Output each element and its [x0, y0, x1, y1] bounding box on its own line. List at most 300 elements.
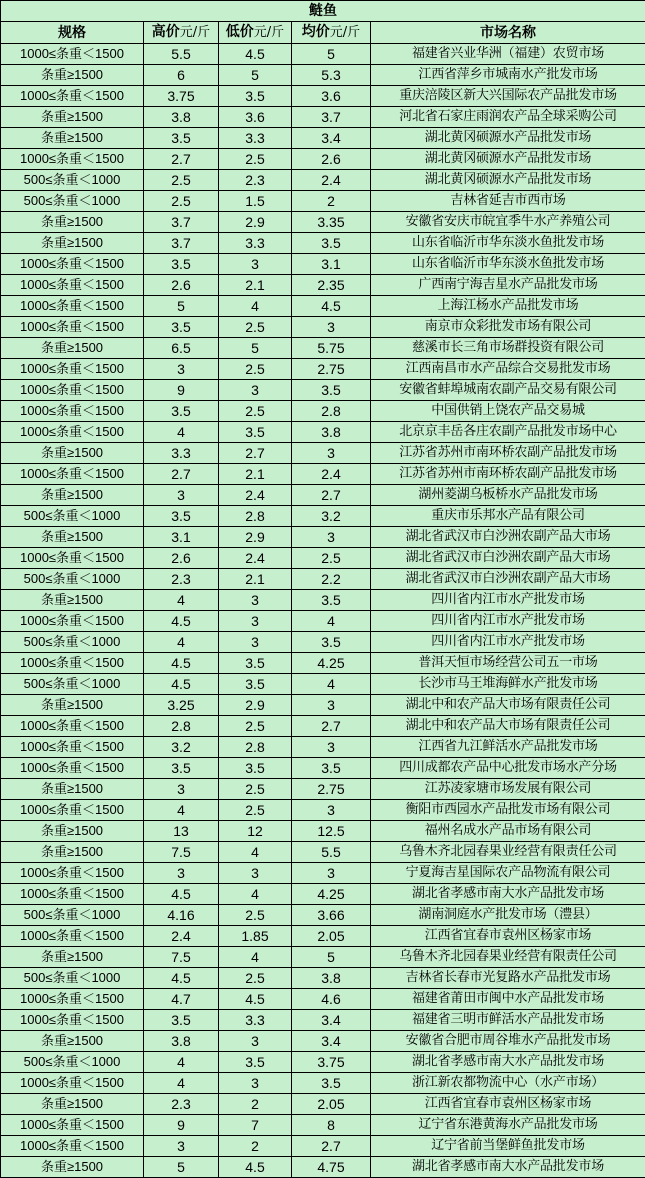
market-name-cell: 四川省内江市水产批发市场: [371, 632, 645, 653]
high-price-cell: 3.7: [144, 212, 219, 233]
avg-price-cell: 5: [292, 947, 371, 968]
high-price-cell: 4.5: [144, 611, 219, 632]
header-high: [144, 22, 219, 44]
high-price-cell: 4.5: [144, 884, 219, 905]
low-price-cell: 4.5: [219, 989, 292, 1010]
spec-cell: 1000≤条重＜1500: [1, 422, 144, 443]
spec-cell: 条重≥1500: [1, 128, 144, 149]
market-name-cell: 河北省石家庄雨润农产品全球采购公司: [371, 107, 645, 128]
table-row: [1, 401, 645, 422]
table-row: [1, 317, 645, 338]
market-name-cell: 衡阳市西园水产品批发市场有限公司: [371, 800, 645, 821]
market-name-cell: 湖北中和农产品大市场有限责任公司: [371, 695, 645, 716]
avg-price-cell: 2.75: [292, 779, 371, 800]
low-price-cell: 2.5: [219, 317, 292, 338]
high-price-cell: 3.5: [144, 401, 219, 422]
table-row: [1, 842, 645, 863]
spec-cell: 条重≥1500: [1, 947, 144, 968]
high-price-cell: 4.16: [144, 905, 219, 926]
market-name-cell: 福州名成水产品市场有限公司: [371, 821, 645, 842]
low-price-cell: 2.9: [219, 695, 292, 716]
high-price-cell: 9: [144, 380, 219, 401]
avg-price-cell: 3: [292, 737, 371, 758]
market-name-cell: 江苏省苏州市南环桥农副产品批发市场: [371, 443, 645, 464]
high-price-cell: 2.3: [144, 569, 219, 590]
high-price-cell: 3.5: [144, 128, 219, 149]
market-name-cell: 安徽省安庆市皖宜季牛水产养殖公司: [371, 212, 645, 233]
table-row: [1, 569, 645, 590]
avg-price-cell: 3.66: [292, 905, 371, 926]
high-price-cell: 3: [144, 779, 219, 800]
spec-cell: 条重≥1500: [1, 233, 144, 254]
market-name-cell: 北京京丰岳各庄农副产品批发市场中心: [371, 422, 645, 443]
low-price-cell: 2.5: [219, 905, 292, 926]
avg-price-cell: 2.8: [292, 401, 371, 422]
high-price-cell: 3.5: [144, 506, 219, 527]
high-price-cell: 3.8: [144, 107, 219, 128]
low-price-cell: 3.6: [219, 107, 292, 128]
table-row: [1, 338, 645, 359]
table-row: [1, 1157, 645, 1178]
avg-price-cell: 2.35: [292, 275, 371, 296]
low-price-cell: 2.5: [219, 149, 292, 170]
avg-price-cell: 2.4: [292, 170, 371, 191]
spec-cell: 1000≤条重＜1500: [1, 86, 144, 107]
avg-price-cell: 2.7: [292, 1136, 371, 1157]
avg-price-cell: 5.75: [292, 338, 371, 359]
avg-price-cell: 3.5: [292, 233, 371, 254]
low-price-cell: 2.4: [219, 485, 292, 506]
high-price-cell: 3.7: [144, 233, 219, 254]
market-name-cell: 吉林省延吉市西市场: [371, 191, 645, 212]
table-row: [1, 611, 645, 632]
table-row: [1, 212, 645, 233]
avg-price-cell: 8: [292, 1115, 371, 1136]
spec-cell: 条重≥1500: [1, 485, 144, 506]
spec-cell: 1000≤条重＜1500: [1, 989, 144, 1010]
high-price-cell: 3.2: [144, 737, 219, 758]
spec-cell: 条重≥1500: [1, 1157, 144, 1178]
high-price-cell: 7.5: [144, 842, 219, 863]
avg-price-cell: 3.4: [292, 1010, 371, 1031]
spec-cell: 1000≤条重＜1500: [1, 758, 144, 779]
spec-cell: 500≤条重＜1000: [1, 191, 144, 212]
table-row: [1, 758, 645, 779]
market-name-cell: 安徽省蚌埠城南农副产品交易有限公司: [371, 380, 645, 401]
table-row: [1, 737, 645, 758]
header-spec: 规格: [1, 22, 144, 44]
low-price-cell: 3.3: [219, 233, 292, 254]
header-low: [219, 22, 292, 44]
high-price-cell: 2.5: [144, 170, 219, 191]
low-price-cell: 12: [219, 821, 292, 842]
low-price-cell: 1.85: [219, 926, 292, 947]
table-row: [1, 779, 645, 800]
spec-cell: 1000≤条重＜1500: [1, 716, 144, 737]
table-row: [1, 86, 645, 107]
table-row: [1, 527, 645, 548]
avg-price-cell: 4.6: [292, 989, 371, 1010]
market-name-cell: 乌鲁木齐北园春果业经营有限责任公司: [371, 842, 645, 863]
low-price-cell: 3: [219, 1073, 292, 1094]
spec-cell: 1000≤条重＜1500: [1, 275, 144, 296]
high-price-cell: 4: [144, 422, 219, 443]
high-price-cell: 2.7: [144, 464, 219, 485]
market-name-cell: 四川省内江市水产批发市场: [371, 611, 645, 632]
spec-cell: 1000≤条重＜1500: [1, 1115, 144, 1136]
table-row: [1, 191, 645, 212]
market-name-cell: 山东省临沂市华东淡水鱼批发市场: [371, 254, 645, 275]
table-body: [1, 44, 645, 1178]
market-name-cell: 湖北黄冈硕源水产品批发市场: [371, 170, 645, 191]
low-price-cell: 2.8: [219, 737, 292, 758]
low-price-cell: 3: [219, 863, 292, 884]
low-price-cell: 2.7: [219, 443, 292, 464]
market-name-cell: 湖北省孝感市南大水产品批发市场: [371, 884, 645, 905]
avg-price-cell: 4.25: [292, 653, 371, 674]
low-price-cell: 2.5: [219, 800, 292, 821]
high-price-cell: 5: [144, 1157, 219, 1178]
high-price-cell: 3.3: [144, 443, 219, 464]
market-name-cell: 湖北黄冈硕源水产品批发市场: [371, 149, 645, 170]
table-title-row: [1, 1, 645, 22]
low-price-cell: 2.9: [219, 212, 292, 233]
low-price-cell: 2.8: [219, 506, 292, 527]
avg-price-cell: 3.4: [292, 128, 371, 149]
spec-cell: 500≤条重＜1000: [1, 905, 144, 926]
low-price-cell: 3.5: [219, 1052, 292, 1073]
market-name-cell: 湖北省武汉市白沙洲农副产品大市场: [371, 527, 645, 548]
high-price-cell: 5.5: [144, 44, 219, 65]
spec-cell: 500≤条重＜1000: [1, 569, 144, 590]
avg-price-cell: 3.6: [292, 86, 371, 107]
avg-price-cell: 3.5: [292, 758, 371, 779]
avg-price-cell: 2.7: [292, 716, 371, 737]
market-name-cell: 福建省莆田市闽中水产品批发市场: [371, 989, 645, 1010]
table-row: [1, 1010, 645, 1031]
table-row: [1, 863, 645, 884]
avg-price-cell: 4.5: [292, 296, 371, 317]
market-name-cell: 慈溪市长三角市场群投资有限公司: [371, 338, 645, 359]
table-row: [1, 65, 645, 86]
avg-price-cell: 2.6: [292, 149, 371, 170]
low-price-cell: 4: [219, 947, 292, 968]
market-name-cell: 湖北省武汉市白沙洲农副产品大市场: [371, 569, 645, 590]
market-name-cell: 江苏省苏州市南环桥农副产品批发市场: [371, 464, 645, 485]
market-name-cell: 吉林省长春市光复路水产品批发市场: [371, 968, 645, 989]
avg-price-cell: 3.8: [292, 422, 371, 443]
spec-cell: 1000≤条重＜1500: [1, 296, 144, 317]
avg-price-cell: 2.05: [292, 926, 371, 947]
avg-price-cell: 3: [292, 800, 371, 821]
low-price-cell: 2.3: [219, 170, 292, 191]
market-name-cell: 宁夏海吉星国际农产品物流有限公司: [371, 863, 645, 884]
table-row: [1, 128, 645, 149]
avg-price-cell: 3: [292, 527, 371, 548]
spec-cell: 1000≤条重＜1500: [1, 44, 144, 65]
spec-cell: 条重≥1500: [1, 842, 144, 863]
high-price-cell: 5: [144, 296, 219, 317]
table-row: [1, 107, 645, 128]
spec-cell: 1000≤条重＜1500: [1, 464, 144, 485]
header-row: [1, 22, 645, 44]
low-price-cell: 2: [219, 1094, 292, 1115]
market-name-cell: 湖北省孝感市南大水产品批发市场: [371, 1157, 645, 1178]
high-price-cell: 3.5: [144, 317, 219, 338]
avg-price-cell: 3.5: [292, 590, 371, 611]
market-name-cell: 长沙市马王堆海鲜水产批发市场: [371, 674, 645, 695]
low-price-cell: 5: [219, 338, 292, 359]
spec-cell: 1000≤条重＜1500: [1, 884, 144, 905]
table-row: [1, 1136, 645, 1157]
table-row: [1, 464, 645, 485]
header-avg-unit: 元/斤: [330, 25, 360, 40]
table-row: [1, 233, 645, 254]
market-name-cell: 湖北省孝感市南大水产品批发市场: [371, 1052, 645, 1073]
avg-price-cell: 3.5: [292, 380, 371, 401]
market-name-cell: 福建省三明市鲜活水产品批发市场: [371, 1010, 645, 1031]
market-name-cell: 普洱天恒市场经营公司五一市场: [371, 653, 645, 674]
low-price-cell: 3.5: [219, 86, 292, 107]
market-name-cell: 上海江杨水产品批发市场: [371, 296, 645, 317]
high-price-cell: 3.5: [144, 1010, 219, 1031]
avg-price-cell: 3.1: [292, 254, 371, 275]
avg-price-cell: 5: [292, 44, 371, 65]
high-price-cell: 4.5: [144, 968, 219, 989]
spec-cell: 条重≥1500: [1, 65, 144, 86]
table-row: [1, 674, 645, 695]
high-price-cell: 3: [144, 1136, 219, 1157]
low-price-cell: 3.5: [219, 422, 292, 443]
high-price-cell: 4.7: [144, 989, 219, 1010]
table-row: [1, 443, 645, 464]
low-price-cell: 2: [219, 1136, 292, 1157]
low-price-cell: 4: [219, 296, 292, 317]
table-row: [1, 695, 645, 716]
market-name-cell: 湖北省武汉市白沙洲农副产品大市场: [371, 548, 645, 569]
table-row: [1, 590, 645, 611]
high-price-cell: 4: [144, 800, 219, 821]
spec-cell: 1000≤条重＜1500: [1, 800, 144, 821]
avg-price-cell: 2.5: [292, 548, 371, 569]
avg-price-cell: 2.05: [292, 1094, 371, 1115]
spec-cell: 1000≤条重＜1500: [1, 254, 144, 275]
avg-price-cell: 2.4: [292, 464, 371, 485]
header-market: 市场名称: [371, 22, 645, 44]
high-price-cell: 4: [144, 632, 219, 653]
table-title: 鲢鱼: [1, 1, 645, 22]
table-row: [1, 44, 645, 65]
low-price-cell: 2.5: [219, 779, 292, 800]
high-price-cell: 7.5: [144, 947, 219, 968]
table-row: [1, 548, 645, 569]
market-name-cell: 江西省宜春市袁州区杨家市场: [371, 1094, 645, 1115]
high-price-cell: 6: [144, 65, 219, 86]
high-price-cell: 2.6: [144, 548, 219, 569]
market-name-cell: 湖北中和农产品大市场有限责任公司: [371, 716, 645, 737]
low-price-cell: 5: [219, 65, 292, 86]
low-price-cell: 7: [219, 1115, 292, 1136]
spec-cell: 1000≤条重＜1500: [1, 611, 144, 632]
market-name-cell: 辽宁省前当堡鲜鱼批发市场: [371, 1136, 645, 1157]
table-row: [1, 947, 645, 968]
market-name-cell: 江西南昌市水产品综合交易批发市场: [371, 359, 645, 380]
header-avg: [292, 22, 371, 44]
avg-price-cell: 3.7: [292, 107, 371, 128]
high-price-cell: 3.25: [144, 695, 219, 716]
high-price-cell: 3: [144, 485, 219, 506]
low-price-cell: 2.5: [219, 968, 292, 989]
low-price-cell: 3: [219, 254, 292, 275]
avg-price-cell: 4.25: [292, 884, 371, 905]
spec-cell: 条重≥1500: [1, 695, 144, 716]
high-price-cell: 3: [144, 359, 219, 380]
avg-price-cell: 5.5: [292, 842, 371, 863]
spec-cell: 500≤条重＜1000: [1, 632, 144, 653]
spec-cell: 1000≤条重＜1500: [1, 863, 144, 884]
low-price-cell: 3: [219, 590, 292, 611]
header-high-unit: 元/斤: [180, 25, 210, 40]
spec-cell: 1000≤条重＜1500: [1, 359, 144, 380]
table-row: [1, 506, 645, 527]
market-name-cell: 中国供销上饶农产品交易城: [371, 401, 645, 422]
high-price-cell: 3: [144, 863, 219, 884]
avg-price-cell: 2.2: [292, 569, 371, 590]
low-price-cell: 2.4: [219, 548, 292, 569]
avg-price-cell: 3.5: [292, 1073, 371, 1094]
market-name-cell: 浙江新农都物流中心（水产市场）: [371, 1073, 645, 1094]
market-name-cell: 江西省宜春市袁州区杨家市场: [371, 926, 645, 947]
spec-cell: 条重≥1500: [1, 107, 144, 128]
table-row: [1, 800, 645, 821]
table-row: [1, 275, 645, 296]
market-name-cell: 湖南洞庭水产批发市场（澧县）: [371, 905, 645, 926]
table-row: [1, 296, 645, 317]
low-price-cell: 1.5: [219, 191, 292, 212]
market-name-cell: 湖北黄冈硕源水产品批发市场: [371, 128, 645, 149]
avg-price-cell: 3.8: [292, 968, 371, 989]
spec-cell: 条重≥1500: [1, 443, 144, 464]
low-price-cell: 3: [219, 380, 292, 401]
table-row: [1, 926, 645, 947]
high-price-cell: 3.1: [144, 527, 219, 548]
spec-cell: 条重≥1500: [1, 590, 144, 611]
market-name-cell: 四川成都农产品中心批发市场水产分场: [371, 758, 645, 779]
high-price-cell: 4: [144, 1052, 219, 1073]
spec-cell: 500≤条重＜1000: [1, 170, 144, 191]
low-price-cell: 3: [219, 611, 292, 632]
avg-price-cell: 4: [292, 611, 371, 632]
table-row: [1, 254, 645, 275]
market-name-cell: 乌鲁木齐北园春果业经营有限责任公司: [371, 947, 645, 968]
spec-cell: 500≤条重＜1000: [1, 506, 144, 527]
table-row: [1, 653, 645, 674]
spec-cell: 1000≤条重＜1500: [1, 149, 144, 170]
low-price-cell: 3: [219, 632, 292, 653]
avg-price-cell: 3: [292, 443, 371, 464]
table-row: [1, 485, 645, 506]
high-price-cell: 2.5: [144, 191, 219, 212]
avg-price-cell: 3.35: [292, 212, 371, 233]
market-name-cell: 南京市众彩批发市场有限公司: [371, 317, 645, 338]
low-price-cell: 2.1: [219, 464, 292, 485]
spec-cell: 1000≤条重＜1500: [1, 926, 144, 947]
table-row: [1, 380, 645, 401]
low-price-cell: 2.9: [219, 527, 292, 548]
table-row: [1, 632, 645, 653]
avg-price-cell: 3.5: [292, 632, 371, 653]
spec-cell: 条重≥1500: [1, 1094, 144, 1115]
table-row: [1, 968, 645, 989]
table-row: [1, 1073, 645, 1094]
avg-price-cell: 3.75: [292, 1052, 371, 1073]
market-name-cell: 重庆市乐邦水产品有限公司: [371, 506, 645, 527]
avg-price-cell: 3: [292, 317, 371, 338]
spec-cell: 1000≤条重＜1500: [1, 653, 144, 674]
high-price-cell: 4: [144, 1073, 219, 1094]
avg-price-cell: 3: [292, 695, 371, 716]
low-price-cell: 3.3: [219, 128, 292, 149]
low-price-cell: 3.5: [219, 674, 292, 695]
high-price-cell: 2.4: [144, 926, 219, 947]
high-price-cell: 3.5: [144, 254, 219, 275]
table-row: [1, 1115, 645, 1136]
header-high-label: 高价: [152, 24, 180, 40]
spec-cell: 条重≥1500: [1, 821, 144, 842]
table-row: [1, 1094, 645, 1115]
low-price-cell: 4.5: [219, 44, 292, 65]
market-name-cell: 重庆涪陵区新大兴国际农产品批发市场: [371, 86, 645, 107]
avg-price-cell: 4.75: [292, 1157, 371, 1178]
avg-price-cell: 2.7: [292, 485, 371, 506]
high-price-cell: 4: [144, 590, 219, 611]
spec-cell: 条重≥1500: [1, 212, 144, 233]
low-price-cell: 2.1: [219, 569, 292, 590]
header-low-unit: 元/斤: [254, 25, 284, 40]
high-price-cell: 4.5: [144, 653, 219, 674]
table-row: [1, 359, 645, 380]
low-price-cell: 2.5: [219, 359, 292, 380]
market-name-cell: 江西省九江鲜活水产品批发市场: [371, 737, 645, 758]
low-price-cell: 2.5: [219, 401, 292, 422]
market-name-cell: 湖州菱湖乌板桥水产品批发市场: [371, 485, 645, 506]
high-price-cell: 6.5: [144, 338, 219, 359]
market-name-cell: 广西南宁海吉星水产品批发市场: [371, 275, 645, 296]
avg-price-cell: 12.5: [292, 821, 371, 842]
low-price-cell: 3.3: [219, 1010, 292, 1031]
high-price-cell: 3.8: [144, 1031, 219, 1052]
table-row: [1, 884, 645, 905]
market-name-cell: 江西省萍乡市城南水产批发市场: [371, 65, 645, 86]
header-avg-label: 均价: [302, 24, 330, 40]
table-row: [1, 422, 645, 443]
table-row: [1, 149, 645, 170]
avg-price-cell: 3: [292, 863, 371, 884]
spec-cell: 1000≤条重＜1500: [1, 1073, 144, 1094]
spec-cell: 500≤条重＜1000: [1, 968, 144, 989]
high-price-cell: 4.5: [144, 674, 219, 695]
avg-price-cell: 4: [292, 674, 371, 695]
low-price-cell: 2.1: [219, 275, 292, 296]
avg-price-cell: 5.3: [292, 65, 371, 86]
market-name-cell: 山东省临沂市华东淡水鱼批发市场: [371, 233, 645, 254]
spec-cell: 1000≤条重＜1500: [1, 1010, 144, 1031]
table-row: [1, 170, 645, 191]
high-price-cell: 2.3: [144, 1094, 219, 1115]
market-name-cell: 福建省兴业华洲（福建）农贸市场: [371, 44, 645, 65]
spec-cell: 1000≤条重＜1500: [1, 548, 144, 569]
spec-cell: 条重≥1500: [1, 1031, 144, 1052]
